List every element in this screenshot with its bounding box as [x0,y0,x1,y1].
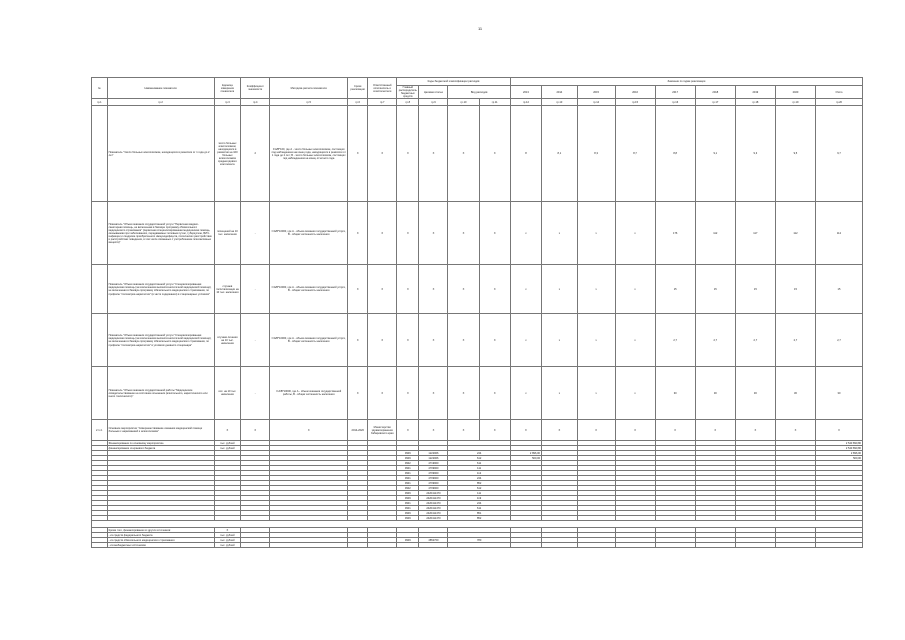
source-unit: тыс. рублей [214,533,241,538]
column-number: гр.4 [241,99,270,106]
event-mark: X [615,420,655,441]
indicator-mark: X [397,367,419,420]
indicator-value: 2,7 [655,314,695,367]
indicator-value: 8 [510,106,541,202]
finance-csr: 1222906 [419,456,448,461]
finance-csr: 4709900 [419,466,448,471]
indicator-mark: X [397,314,419,367]
header-year: 2013 [510,86,541,99]
indicator-name: Показатель "Объем оказания государственной услуги "Первичная медико-санитарная помощь, не включенная в базовую программу обязательного медицинского страхования" (первичная специализированная медицинская помощь, оказываемая при заболеваниях, передаваемых половым путем, туберкулезе, ВИЧ-инфекции и синдроме приобретенного иммунодефицита, психических расстройствах и расстройствах поведения, в том числе связанных с употреблением психоактивных веществ)" [107,202,214,265]
source-empty [348,543,368,548]
indicator-value: x [615,314,655,367]
finance-grbs: 0909 [397,456,419,461]
finance-csr: 4719900 [419,461,448,466]
indicator-mark: X [448,367,479,420]
indicator-value: 15 [695,265,735,314]
indicator-value: x [510,367,541,420]
source-empty [270,543,348,548]
column-number-row [92,99,863,106]
header-vr: Вид расходов [448,86,510,99]
indicator-mark: X [348,314,368,367]
finance-vr: 119 [448,496,510,501]
indicator-no [92,314,108,367]
spacer-row [92,521,863,528]
finance-unit: тыс. рублей [214,441,241,446]
indicator-value: x [510,265,541,314]
indicator-value: 15 [655,265,695,314]
indicator-unit: случаев лечения на 10 тыс. населения [214,314,241,367]
indicator-value: 2,7 [775,314,815,367]
finance-csr: 2420411470 [419,511,448,516]
event-mark: X [542,420,578,441]
indicator-total: 112 [816,202,863,265]
indicator-mark: X [397,265,419,314]
indicator-coef: - [241,367,270,420]
finance-name: Финансирование по основному мероприятию [107,441,214,446]
header-year: 2020 [775,86,815,99]
indicator-row [92,314,863,367]
indicator-value: x [615,265,655,314]
source-csr [419,543,448,548]
finance-csr: 2420411470 [419,496,448,501]
indicator-unit: число больных алкоголизмом, находящихся в ремиссии на 100 больных алкоголизмом среднегодового контингента [214,106,241,202]
column-number: гр.9 [419,99,448,106]
column-number: гр.18 [735,99,775,106]
finance-csr: 2420411470 [419,506,448,511]
header-year: 2018 [695,86,735,99]
column-number: гр.11 [479,99,510,106]
indicator-mark: X [348,265,368,314]
header-executor: Ответственный исполнитель и соисполнители [368,78,397,99]
source-name: Кроме того, финансирование из других источников: [107,528,214,533]
indicator-mark: X [419,106,448,202]
header-budget-codes: Коды бюджетной классификации расходов [397,78,511,86]
indicator-mark: X [448,106,479,202]
indicator-value: 176 [655,202,695,265]
indicator-value: x [615,202,655,265]
header-total: Итого [816,86,863,99]
indicator-value: 112 [695,202,735,265]
finance-grbs: 0901 [397,471,419,476]
source-grbs [397,543,419,548]
column-number: гр.3 [214,99,241,106]
indicator-method: I=A/B*10000, где А - объем оказания государственной услуги, В - общая численность населения [270,265,348,314]
source-value [695,543,735,548]
finance-grbs: 0902 [397,461,419,466]
source-value [775,543,815,548]
indicator-total: 15 [816,265,863,314]
indicator-mark: X [348,106,368,202]
indicator-value: 30 [775,367,815,420]
header-coef: Коэффициент значимости [241,78,270,99]
header-year: 2014 [542,86,578,99]
finance-value: 500,00 [816,456,863,461]
event-mark: X [270,420,348,441]
header-year: 2019 [735,86,775,99]
indicator-value: 112 [775,202,815,265]
source-no [92,543,108,548]
finance-vr: 112 [448,471,510,476]
indicator-mark: X [419,265,448,314]
finance-vr: 612 [448,486,510,491]
finance-csr: 2420411470 [419,491,448,496]
indicator-unit: исс. на 10 тыс. населения [214,367,241,420]
page-number: 11 [478,26,483,31]
indicator-value: 8,7 [615,106,655,202]
event-mark: X [510,420,541,441]
indicator-mark: X [419,314,448,367]
finance-vr: 111 [448,491,510,496]
source-grbs: 0909 [397,538,419,543]
header-period: Сроки реализации [348,78,368,99]
indicator-row [92,106,863,202]
indicator-coef: - [241,202,270,265]
finance-csr: 4709900 [419,476,448,481]
source-empty [368,543,397,548]
event-no: 2.1.4. [92,420,108,441]
event-mark: X [448,420,479,441]
finance-grbs: 0902 [397,486,419,491]
indicator-mark: X [397,202,419,265]
event-mark: X [214,420,241,441]
event-mark: X [241,420,270,441]
indicator-value: x [577,265,615,314]
indicator-total: 2,7 [816,314,863,367]
header-year: 2016 [615,86,655,99]
header-year: 2017 [655,86,695,99]
finance-value: 2 896,00 [510,451,541,456]
header-values-by-year: Значение по годам реализации [510,78,862,86]
indicator-value: x [542,314,578,367]
finance-csr: 4709900 [419,486,448,491]
finance-value: 2 543 890,80 [816,446,863,451]
event-mark: X [397,420,419,441]
finance-vr: 612 [448,456,510,461]
indicator-mark: X [368,202,397,265]
indicator-value: x [577,367,615,420]
indicator-value: 9,5 [775,106,815,202]
indicator-method: I=A/B*100, где А - число больных алкоголизмом, состоящих под наблюдением на конец года, находящихся в ремиссии от 1 года до 2 лет; В - число больных алкоголизмом, состоящих под наблюдением на конец отчетного года [270,106,348,202]
finance-grbs: 0909 [397,516,419,521]
header-name: Наименование показателя [107,78,214,99]
indicator-no [92,202,108,265]
column-number: гр.5 [270,99,348,106]
header-method: Методика расчета показателя [270,78,348,99]
finance-grbs: 0909 [397,511,419,516]
indicator-coef: - [241,314,270,367]
column-number: гр.15 [615,99,655,106]
indicator-value: x [542,367,578,420]
finance-grbs: 0909 [397,496,419,501]
source-value [655,543,695,548]
indicator-value: 9,1 [695,106,735,202]
finance-csr: 4709900 [419,481,448,486]
indicator-method: I=A/B*10000, где А - объем оказания государственной услуги, В - общая численность населения [270,314,348,367]
column-number: гр.1 [92,99,108,106]
indicator-name: Показатель "Число больных алкоголизмом, находящихся в ремиссии от 1 года до 2 лет" [107,106,214,202]
indicator-value: x [577,202,615,265]
source-value [615,543,655,548]
indicator-mark: X [368,367,397,420]
indicator-unit: случаев госпитализации на 10 тыс. населения [214,265,241,314]
event-executor: Министерство здравоохранения Хабаровского края [368,420,397,441]
spacer-cell [92,521,863,528]
indicator-mark: X [479,314,510,367]
indicator-mark: X [397,106,419,202]
finance-csr: 4709900 [419,471,448,476]
finance-vr: 851 [448,511,510,516]
source-value [542,543,578,548]
indicator-value: x [510,202,541,265]
source-value [735,543,775,548]
column-number: гр.13 [542,99,578,106]
source-name: - из внебюджетных источников [107,543,214,548]
header-year: 2015 [577,86,615,99]
finance-vr: 244 [448,501,510,506]
indicator-row [92,202,863,265]
indicator-unit: посещений на 10 тыс. населения [214,202,241,265]
column-number: гр.17 [695,99,735,106]
event-mark: X [419,420,448,441]
indicator-mark: X [348,202,368,265]
indicator-name: Показатель "Объем оказания государственной работы "Медицинское освидетельствование на состояние опьянения (алкогольного, наркотического или иного токсического)" [107,367,214,420]
column-number: гр.8 [397,99,419,106]
indicator-value: 2,7 [695,314,735,367]
finance-name: финансирование из краевого бюджета [107,446,214,451]
source-unit: X [214,528,241,533]
indicator-value: 30 [695,367,735,420]
event-mark: X [816,420,863,441]
indicator-total: 30 [816,367,863,420]
column-number: гр.10 [448,99,479,106]
header-grbs: Главный распорядитель бюджетных средств [397,86,419,99]
finance-csr: 2420411470 [419,516,448,521]
finance-grbs: 0909 [397,491,419,496]
indicator-coef: 2 [241,106,270,202]
event-mark: X [735,420,775,441]
finance-vr: 111 [448,466,510,471]
source-name: - из средств обязательного медицинского страхования [107,538,214,543]
column-number: гр.16 [655,99,695,106]
indicator-total: 9,7 [816,106,863,202]
indicator-name: Показатель "Объем оказания государственной услуги "Специализированная медицинская помощь (за исключением высокотехнологичной медицинской помощи), не включенная в базовую программу обязательного медицинского страхования, по профилю "психиатрия-наркология" (в части содержания) в стационарных условиях" [107,265,214,314]
source-unit: тыс. рублей [214,538,241,543]
indicator-mark: X [448,265,479,314]
column-number: гр.19 [775,99,815,106]
indicator-value: 8,8 [655,106,695,202]
indicator-name: Показатель "Объем оказания государственной услуги "Специализированная медицинская помощь (за исключением высокотехнологичной медицинской помощи), не включенная в базовую программу обязательного медицинского страхования, по профилю "психиатрия-наркология" в условиях дневного стационара" [107,314,214,367]
indicator-value: x [542,265,578,314]
source-value [816,543,863,548]
event-mark: X [577,420,615,441]
indicator-mark: X [419,202,448,265]
program-indicators-table [91,77,863,548]
indicator-mark: X [419,367,448,420]
finance-grbs: 0901 [397,481,419,486]
header-unit: Единица измерения показателя [214,78,241,99]
finance-grbs: 0909 [397,451,419,456]
indicator-coef: - [241,265,270,314]
finance-value: 2 543 890,80 [816,441,863,446]
indicator-mark: X [479,265,510,314]
indicator-value: 30 [655,367,695,420]
finance-grbs: 0901 [397,506,419,511]
indicator-value: x [577,314,615,367]
indicator-method: I=A/B*10000, где А - объем оказания государственной работы, В - общая численность населения [270,367,348,420]
indicator-mark: X [348,367,368,420]
source-empty [241,543,270,548]
event-mark: X [695,420,735,441]
indicator-mark: X [368,314,397,367]
source-vr: 780 [448,538,510,543]
finance-grbs: 0901 [397,466,419,471]
column-number: гр.2 [107,99,214,106]
finance-value: 2 896,00 [816,451,863,456]
finance-vr: 852 [448,516,510,521]
source-vr [448,543,510,548]
source-csr: 4852700 [419,538,448,543]
finance-value: 500,00 [510,456,541,461]
event-name: Основное мероприятие "Совершенствование оказания медицинской помощи больным с наркоманией и алкоголизмом" [107,420,214,441]
column-number: гр.7 [368,99,397,106]
header-no: № [92,78,108,99]
indicator-mark: X [368,106,397,202]
indicator-mark: X [479,202,510,265]
other-source-row [92,543,863,548]
column-number: гр.12 [510,99,541,106]
indicator-mark: X [479,106,510,202]
indicator-no [92,367,108,420]
indicator-value: 30 [735,367,775,420]
indicator-row [92,367,863,420]
indicator-value: 15 [775,265,815,314]
indicator-value: 2,7 [735,314,775,367]
header-group-row [92,78,863,86]
source-unit: тыс. рублей [214,543,241,548]
source-name: - из средств федерального бюджета [107,533,214,538]
indicator-row [92,265,863,314]
event-mark: X [775,420,815,441]
event-period: 2014-2020 [348,420,368,441]
indicator-value: x [510,314,541,367]
indicator-value: 8,3 [577,106,615,202]
finance-vr: 852 [448,481,510,486]
indicator-method: I=A/B*10000, где А - объем оказания государственной услуги, В - общая численность населения [270,202,348,265]
indicator-mark: X [448,314,479,367]
finance-vr: 244 [448,451,510,456]
finance-csr: 2420411470 [419,501,448,506]
source-value [510,543,541,548]
column-number: гр.20 [816,99,863,106]
indicator-no [92,265,108,314]
finance-vr: 244 [448,476,510,481]
event-row [92,420,863,441]
header-csr: Целевая статья [419,86,448,99]
finance-vr: 611 [448,506,510,511]
column-number: гр.14 [577,99,615,106]
indicator-value: 117 [735,202,775,265]
indicator-no [92,106,108,202]
indicator-value: 8,1 [542,106,578,202]
finance-grbs: 0901 [397,476,419,481]
indicator-mark: X [448,202,479,265]
indicator-value: 15 [735,265,775,314]
indicator-mark: X [368,265,397,314]
finance-csr: 1222906 [419,451,448,456]
source-value [577,543,615,548]
finance-grbs: 0901 [397,501,419,506]
indicator-mark: X [479,367,510,420]
column-number: гр.6 [348,99,368,106]
finance-vr: 611 [448,461,510,466]
event-mark: X [655,420,695,441]
indicator-value: x [615,367,655,420]
indicator-value: x [542,202,578,265]
finance-unit: тыс. рублей [214,446,241,451]
event-mark: X [479,420,510,441]
indicator-value: 9,3 [735,106,775,202]
